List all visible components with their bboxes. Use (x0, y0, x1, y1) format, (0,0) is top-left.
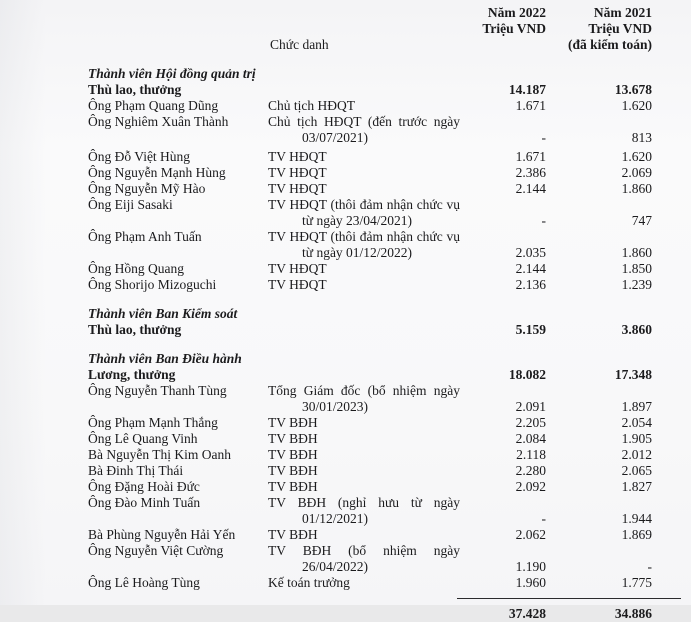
member-position (268, 197, 460, 229)
position-line: Kế toán trưởng (268, 575, 350, 590)
value-2022: 2.062 (515, 527, 546, 542)
value-2021: 1.905 (621, 431, 652, 446)
member-row (88, 479, 652, 495)
member-name: Ông Đào Minh Tuấn (88, 495, 201, 510)
member-row (88, 165, 652, 181)
member-name: Ông Hồng Quang (88, 261, 184, 276)
value-2022: 2.091 (515, 399, 546, 414)
value-2022: - (541, 130, 546, 145)
member-name: Ông Đỗ Việt Hùng (88, 149, 191, 164)
value-2021: 1.860 (621, 245, 652, 260)
member-row (88, 495, 652, 527)
member-position (268, 543, 460, 575)
value-2021: 2.012 (621, 447, 652, 462)
position-line: 26/04/2022) (302, 559, 368, 574)
member-row (88, 383, 652, 415)
totals-rule (457, 598, 681, 599)
value-2021: 13.678 (614, 82, 652, 97)
member-position (268, 165, 460, 181)
member-name: Ông Nguyễn Mỹ Hào (88, 181, 206, 196)
summary-row (88, 367, 652, 383)
value-2022: 2.205 (515, 415, 546, 430)
member-row (88, 447, 652, 463)
value-2022: - (541, 511, 546, 526)
member-name: Ông Phạm Quang Dũng (88, 98, 219, 113)
table-header (88, 5, 652, 53)
position-line: Chủ tịch HĐQT (268, 98, 355, 113)
member-name: Ông Lê Quang Vinh (88, 431, 198, 446)
position-line: TV BĐH (nghỉ hưu từ ngày (268, 495, 460, 510)
member-row (88, 181, 652, 197)
summary-row (88, 322, 652, 338)
position-line: TV HĐQT (268, 261, 327, 276)
member-position (268, 181, 460, 197)
member-row (88, 431, 652, 447)
totals-row (88, 606, 652, 622)
member-row (88, 197, 652, 229)
value-2022: 1.671 (515, 149, 546, 164)
position-line: TV BĐH (268, 527, 318, 542)
position-line: TV BĐH (268, 479, 318, 494)
member-row (88, 277, 652, 293)
member-name: Ông Đặng Hoài Đức (88, 479, 200, 494)
member-position (268, 447, 460, 463)
member-row (88, 98, 652, 114)
value-2022: 2.092 (515, 479, 546, 494)
member-position (268, 495, 460, 527)
year-2022-unit: Triệu VND (482, 21, 546, 36)
member-position (268, 527, 460, 543)
position-line: TV BĐH (268, 431, 318, 446)
value-2021: 2.069 (621, 165, 652, 180)
position-line: 30/01/2023) (302, 399, 368, 414)
value-2021: 1.860 (621, 181, 652, 196)
value-2022: 14.187 (508, 82, 546, 97)
position-line: TV HĐQT (thôi đảm nhận chức vụ (268, 229, 460, 244)
member-name: Ông Eiji Sasaki (88, 197, 173, 212)
position-line: TV HĐQT (268, 277, 327, 292)
member-row (88, 114, 652, 146)
member-position (268, 463, 460, 479)
value-2021: 2.054 (621, 415, 652, 430)
value-2021: 3.860 (621, 322, 652, 337)
position-line: TV BĐH (268, 463, 318, 478)
position-line: 01/12/2021) (302, 511, 368, 526)
position-line: TV HĐQT (268, 165, 327, 180)
summary-label: Thù lao, thưởng (88, 322, 182, 337)
member-row (88, 415, 652, 431)
position-line: Chủ tịch HĐQT (đến trước ngày (268, 114, 460, 129)
member-position (268, 415, 460, 431)
member-position (268, 575, 460, 591)
total-value-2022: 37.428 (508, 606, 546, 621)
position-line: 03/07/2021) (302, 130, 368, 145)
summary-row (88, 82, 652, 98)
member-name: Bà Phùng Nguyễn Hải Yến (88, 527, 236, 542)
member-position (268, 114, 460, 146)
member-row (88, 229, 652, 261)
member-row (88, 527, 652, 543)
member-row (88, 575, 652, 591)
value-2022: 5.159 (515, 322, 546, 337)
position-line: TV BĐH (268, 447, 318, 462)
position-line: từ ngày 01/12/2022) (302, 245, 413, 260)
member-row (88, 463, 652, 479)
value-2022: 2.144 (515, 261, 546, 276)
value-2021: 17.348 (614, 367, 652, 382)
value-2021: 1.850 (621, 261, 652, 276)
member-name: Ông Nguyễn Mạnh Hùng (88, 165, 226, 180)
member-name: Ông Phạm Mạnh Thắng (88, 415, 218, 430)
value-2022: 2.280 (515, 463, 546, 478)
member-name: Ông Phạm Anh Tuấn (88, 229, 202, 244)
value-2021: 1.869 (621, 527, 652, 542)
member-name: Ông Nguyễn Thanh Tùng (88, 383, 227, 398)
value-2021: 1.620 (621, 98, 652, 113)
member-name: Bà Đinh Thị Thái (88, 463, 184, 478)
member-position (268, 479, 460, 495)
year-2021-audited-note: (đã kiểm toán) (568, 37, 652, 52)
value-2022: 2.136 (515, 277, 546, 292)
column-header-year-2022 (460, 5, 546, 37)
member-position (268, 229, 460, 261)
member-position (268, 149, 460, 165)
section-title: Thành viên Ban Kiểm soát (88, 306, 238, 321)
position-line: TV BĐH (bổ nhiệm ngày (268, 543, 460, 558)
value-2021: 1.944 (621, 511, 652, 526)
year-2021-label: Năm 2021 (593, 5, 652, 20)
total-value-2021: 34.886 (614, 606, 652, 621)
value-2021: 1.239 (621, 277, 652, 292)
member-name: Ông Lê Hoàng Tùng (88, 575, 200, 590)
member-row (88, 261, 652, 277)
year-2022-label: Năm 2022 (487, 5, 546, 20)
member-position (268, 383, 460, 415)
member-name: Ông Nghiêm Xuân Thành (88, 114, 229, 129)
value-2022: 2.035 (515, 245, 546, 260)
position-line: TV HĐQT (268, 181, 327, 196)
member-name: Ông Shorijo Mizoguchi (88, 277, 217, 292)
position-line: TV BĐH (268, 415, 318, 430)
value-2022: 18.082 (508, 367, 546, 382)
value-2021: 813 (631, 130, 652, 145)
member-position (268, 98, 460, 114)
value-2022: 1.960 (515, 575, 546, 590)
position-line: Tổng Giám đốc (bổ nhiệm ngày (268, 383, 460, 398)
column-header-year-2021 (546, 5, 652, 53)
year-2021-unit: Triệu VND (588, 21, 652, 36)
position-line: TV HĐQT (thôi đảm nhận chức vụ (268, 197, 460, 212)
section-title: Thành viên Ban Điều hành (88, 351, 242, 366)
section-title: Thành viên Hội đồng quản trị (88, 66, 256, 81)
column-header-position: Chức danh (270, 37, 329, 52)
value-2022: 2.118 (516, 447, 546, 462)
value-2021: 2.065 (621, 463, 652, 478)
member-row (88, 543, 652, 575)
value-2022: 2.084 (515, 431, 546, 446)
summary-label: Lương, thưởng (88, 367, 176, 382)
member-position (268, 277, 460, 293)
member-position (268, 431, 460, 447)
value-2021: 1.827 (621, 479, 652, 494)
table-body (88, 66, 652, 591)
member-name: Ông Nguyễn Việt Cường (88, 543, 224, 558)
value-2022: 1.671 (515, 98, 546, 113)
value-2021: 1.897 (621, 399, 652, 414)
member-name: Bà Nguyễn Thị Kim Oanh (88, 447, 231, 462)
value-2022: 1.190 (515, 559, 546, 574)
value-2022: - (541, 213, 546, 228)
value-2021: 1.775 (621, 575, 652, 590)
summary-label: Thù lao, thưởng (88, 82, 182, 97)
position-line: TV HĐQT (268, 149, 327, 164)
value-2022: 2.386 (515, 165, 546, 180)
member-position (268, 261, 460, 277)
value-2021: 747 (631, 213, 652, 228)
member-row (88, 149, 652, 165)
value-2021: - (647, 559, 652, 574)
value-2021: 1.620 (621, 149, 652, 164)
value-2022: 2.144 (515, 181, 546, 196)
position-line: từ ngày 23/04/2021) (302, 213, 413, 228)
